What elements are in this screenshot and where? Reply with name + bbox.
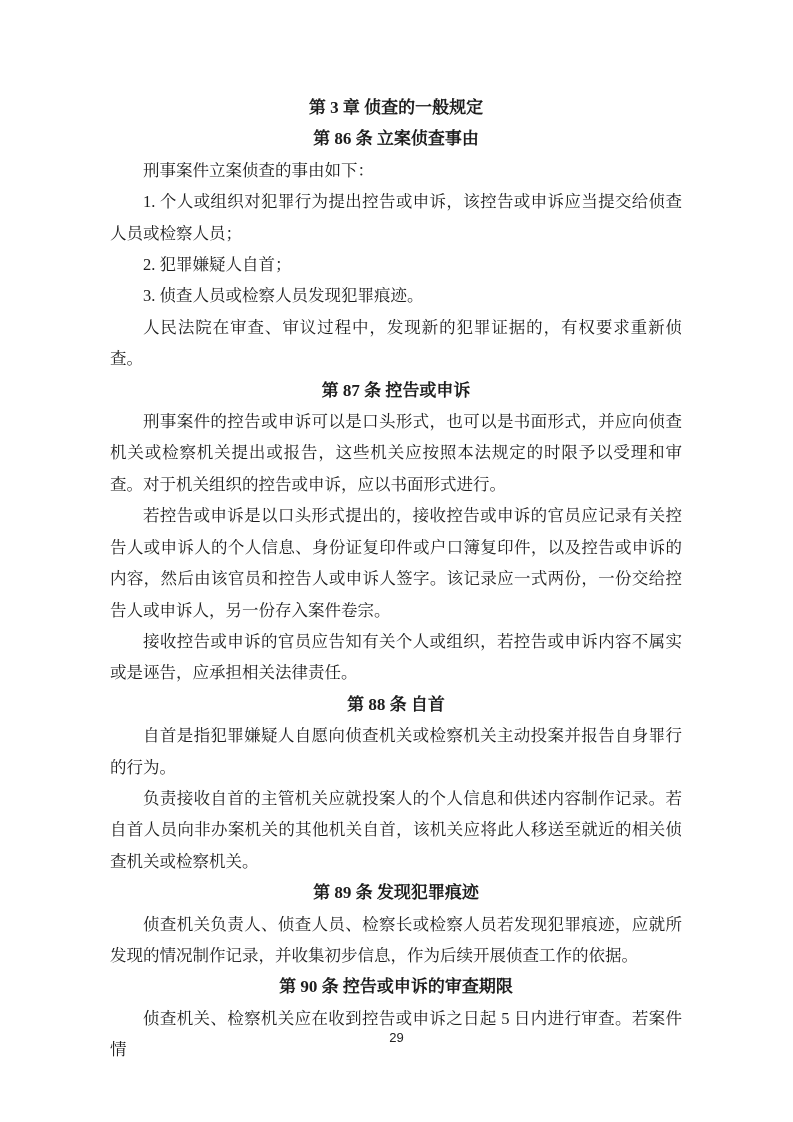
document-content: [110, 92, 682, 1066]
body-paragraph: 负责接收自首的主管机关应就投案人的个人信息和供述内容制作记录。若自首人员向非办案机关的其他机关自首，该机关应将此人移送至就近的相关侦查机关或检察机关。: [110, 788, 682, 871]
page-number: 29: [389, 1030, 404, 1045]
article-heading: 第 89 条 发现犯罪痕迹: [313, 883, 479, 903]
body-paragraph: 1. 个人或组织对犯罪行为提出控告或申诉，该控告或申诉应当提交给侦查人员或检察人员；: [110, 192, 682, 243]
body-paragraph: 侦查机关、检察机关应在收到控告或申诉之日起 5 日内进行审查。若案件情: [110, 1008, 682, 1060]
article-heading: 第 88 条 自首: [347, 694, 445, 714]
body-paragraph: 自首是指犯罪嫌疑人自愿向侦查机关或检察机关主动投案并报告自身罪行的行为。: [110, 726, 682, 777]
article-heading: 第 87 条 控告或申诉: [321, 380, 471, 400]
article-heading: 第 86 条 立案侦查事由: [313, 129, 479, 149]
article-heading: 第 90 条 控告或申诉的审查期限: [279, 977, 513, 997]
body-paragraph: 若控告或申诉是以口头形式提出的，接收控告或申诉的官员应记录有关控告人或申诉人的个人信息、身份证复印件或户口簿复印件，以及控告或申诉的内容，然后由该官员和控告人或申诉人签字。该记录应一式两份，一份交给控告人或申诉人，另一份存入案件卷宗。: [110, 506, 682, 620]
body-paragraph: 2. 犯罪嫌疑人自首；: [143, 255, 292, 275]
body-paragraph: 3. 侦查人员或检察人员发现犯罪痕迹。: [143, 286, 424, 306]
body-paragraph: 接收控告或申诉的官员应告知有关个人或组织，若控告或申诉内容不属实或是诬告，应承担相关法律责任。: [110, 631, 682, 683]
body-paragraph: 刑事案件的控告或申诉可以是口头形式，也可以是书面形式，并应向侦查机关或检察机关提出或报告，这些机关应按照本法规定的时限予以受理和审查。对于机关组织的控告或申诉，应以书面形式进行。: [110, 412, 682, 494]
body-paragraph: 侦查机关负责人、侦查人员、检察长或检察人员若发现犯罪痕迹，应就所发现的情况制作记录，并收集初步信息，作为后续开展侦查工作的依据。: [110, 914, 682, 965]
chapter-heading: 第 3 章 侦查的一般规定: [308, 98, 484, 117]
body-paragraph: 人民法院在审查、审议过程中，发现新的犯罪证据的，有权要求重新侦查。: [110, 317, 682, 369]
body-paragraph: 刑事案件立案侦查的事由如下：: [143, 160, 374, 180]
